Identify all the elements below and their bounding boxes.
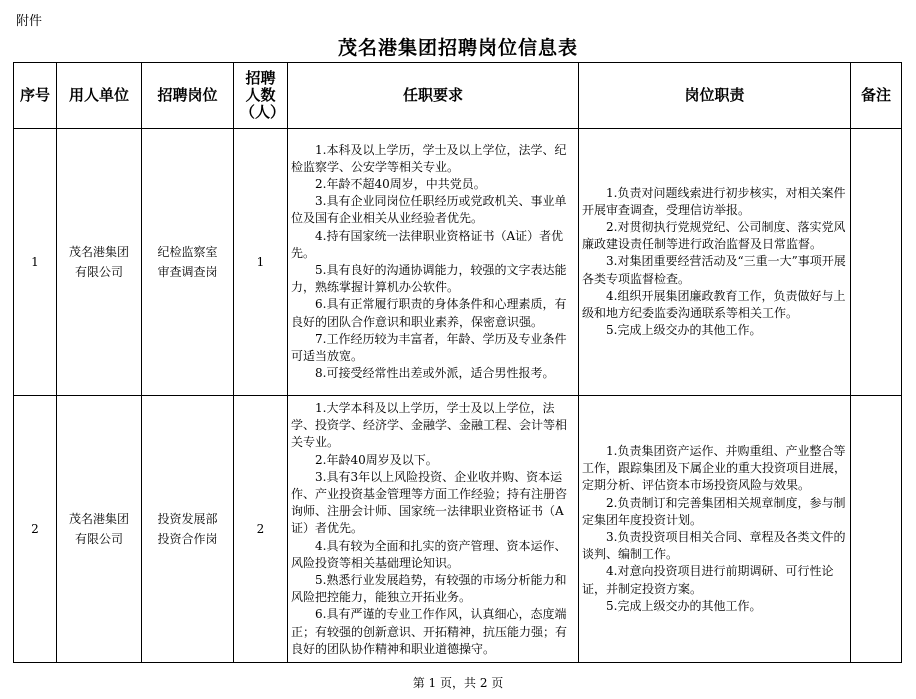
page-title: 茂名港集团招聘岗位信息表 bbox=[337, 37, 578, 59]
requirement-item: 1.大学本科及以上学历，学士及以上学位，法学、投资学、经济学、金融学、金融工程、会计等相关专业。 bbox=[291, 400, 568, 450]
col-header-duties: 岗位职责 bbox=[579, 63, 851, 129]
cell-position: 投资发展部投资合作岗 bbox=[142, 396, 234, 663]
requirement-item: 3.具有企业同岗位任职经历或党政机关、事业单位及国有企业相关从业经验者优先。 bbox=[291, 194, 567, 226]
requirement-item: 5.具有良好的沟通协调能力，较强的文字表达能力，熟练掌握计算机办公软件。 bbox=[291, 263, 567, 295]
attachment-label: 附件 bbox=[16, 14, 43, 29]
col-header-count: 招聘人数（人） bbox=[234, 63, 288, 129]
cell-no: 2 bbox=[14, 396, 57, 663]
requirement-item: 8.可接受经常性出差或外派，适合男性报考。 bbox=[315, 366, 555, 381]
cell-unit: 茂名港集团有限公司 bbox=[57, 129, 142, 396]
col-header-requirements: 任职要求 bbox=[288, 63, 579, 129]
duty-item: 5.完成上级交办的其他工作。 bbox=[606, 323, 762, 338]
requirement-item: 7.工作经历较为丰富者，年龄、学历及专业条件可适当放宽。 bbox=[291, 331, 567, 364]
table-row bbox=[14, 129, 902, 396]
duty-item: 4.对意向投资项目进行前期调研、可行性论证，并制定投资方案。 bbox=[582, 564, 834, 596]
requirement-item: 6.具有严谨的专业工作作风，认真细心，态度端正；有较强的创新意识、开拓精神，抗压能力强；有良好的团队协作精神和职业道德操守。 bbox=[291, 607, 568, 656]
cell-position: 纪检监察室审查调查岗 bbox=[142, 129, 234, 396]
col-header-remark: 备注 bbox=[851, 63, 902, 129]
cell-unit: 茂名港集团有限公司 bbox=[57, 396, 142, 663]
requirement-item: 5.熟悉行业发展趋势，有较强的市场分析能力和风险把控能力，能独立开拓业务。 bbox=[291, 573, 567, 605]
requirement-item: 2.年龄40周岁及以下。 bbox=[315, 452, 438, 467]
duty-item: 5.完成上级交办的其他工作。 bbox=[606, 598, 762, 613]
requirement-item: 2.年龄不超40周岁，中共党员。 bbox=[315, 176, 486, 191]
cell-no: 1 bbox=[14, 129, 57, 396]
requirement-item: 3.具有3年以上风险投资、企业收并购、资本运作、产业投资基金管理等方面工作经验；持有注册咨询师、注册会计师、国家统一法律职业资格证书（A证）者优先。 bbox=[291, 469, 568, 536]
cell-count: 1 bbox=[234, 129, 288, 396]
duty-item: 4.组织开展集团廉政教育工作，负责做好与上级和地方纪委监委沟通联系等相关工作。 bbox=[582, 288, 846, 320]
duty-item: 2.对贯彻执行党规党纪、公司制度、落实党风廉政建设责任制等进行政治监督及日常监督。 bbox=[582, 219, 846, 252]
cell-requirements bbox=[288, 396, 579, 663]
cell-duties bbox=[579, 396, 851, 663]
table-row bbox=[14, 396, 902, 663]
page-footer: 第 1 页，共 2 页 bbox=[412, 676, 504, 690]
requirement-item: 6.具有正常履行职责的身体条件和心理素质，有良好的团队合作意识和职业素养，保密意识强。 bbox=[291, 297, 567, 329]
cell-duties bbox=[579, 129, 851, 396]
duty-item: 1.负责集团资产运作、并购重组、产业整合等工作，跟踪集团及下属企业的重大投资项目进展，定期分析、评估资本市场投资风险与效果。 bbox=[582, 443, 847, 493]
duty-item: 3.对集团重要经营活动及“三重一大”事项开展各类专项监督检查。 bbox=[582, 254, 846, 286]
recruitment-table bbox=[13, 62, 902, 663]
requirement-item: 4.持有国家统一法律职业资格证书（A证）者优先。 bbox=[291, 228, 564, 260]
cell-requirements bbox=[288, 129, 579, 396]
table-header-row bbox=[14, 63, 902, 129]
cell-remark bbox=[851, 129, 902, 396]
duty-item: 2.负责制订和完善集团相关规章制度，参与制定集团年度投资计划。 bbox=[582, 495, 846, 527]
col-header-position: 招聘岗位 bbox=[142, 63, 234, 129]
cell-count: 2 bbox=[234, 396, 288, 663]
duty-item: 1.负责对问题线索进行初步核实，对相关案件开展审查调查，受理信访举报。 bbox=[582, 185, 846, 217]
col-header-unit: 用人单位 bbox=[57, 63, 142, 129]
cell-remark bbox=[851, 396, 902, 663]
requirement-item: 4.具有较为全面和扎实的资产管理、资本运作、风险投资等相关基础理论知识。 bbox=[291, 538, 567, 570]
duty-item: 3.负责投资项目相关合同、章程及各类文件的谈判、编制工作。 bbox=[582, 530, 846, 562]
requirement-item: 1.本科及以上学历，学士及以上学位，法学、纪检监察学、公安学等相关专业。 bbox=[291, 142, 567, 174]
col-header-no: 序号 bbox=[14, 63, 57, 129]
